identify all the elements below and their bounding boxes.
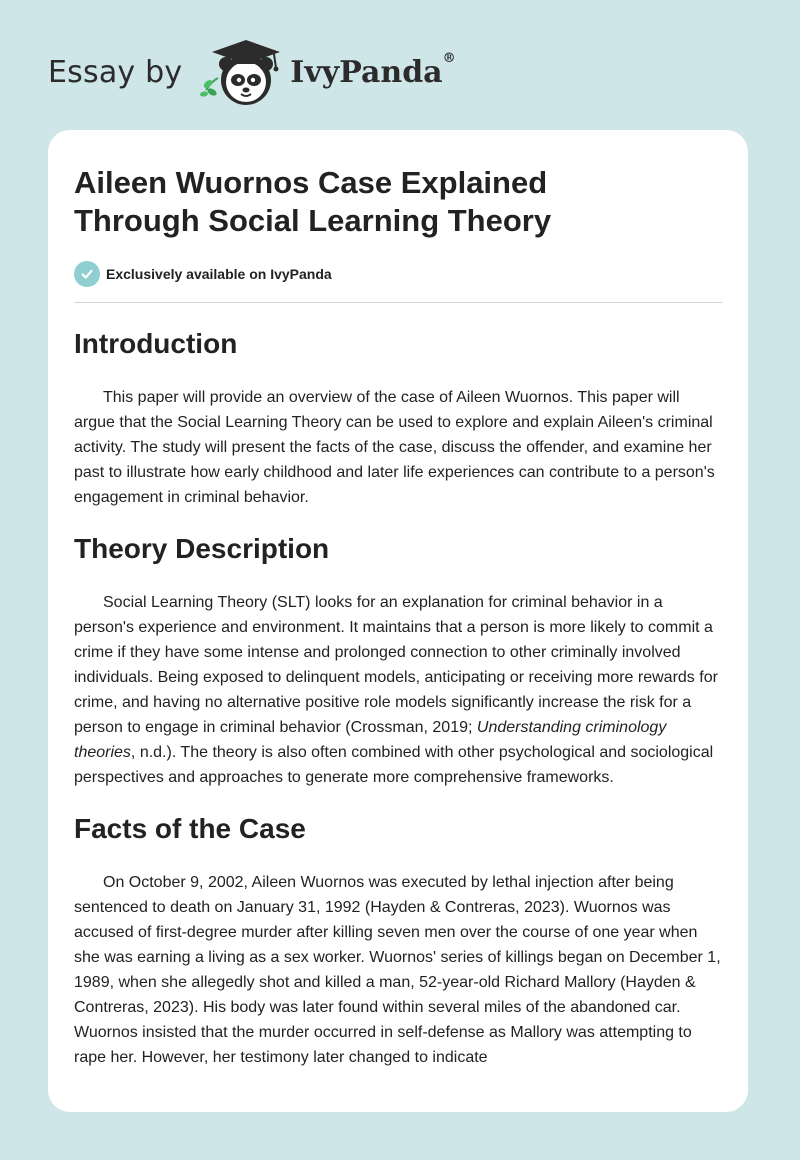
divider	[74, 302, 722, 303]
theory-text-italic: Understanding criminology theories	[74, 719, 667, 761]
section-paragraph-theory	[74, 590, 722, 790]
check-icon	[74, 261, 100, 287]
brand-prefix: Essay by	[48, 54, 183, 90]
essay-card	[48, 130, 748, 1112]
theory-text-after: , n.d.). The theory is also often combined with other psychological and sociological perspectives and approaches to generate more comprehensive frameworks.	[74, 744, 714, 786]
panda-logo-icon	[196, 34, 288, 110]
brand-header[interactable]	[48, 34, 456, 110]
badge-label: Exclusively available on IvyPanda	[106, 266, 332, 282]
page-title: Aileen Wuornos Case Explained Through Social Learning Theory	[74, 165, 552, 238]
section-heading-introduction: Introduction	[74, 328, 238, 359]
section-heading-facts: Facts of the Case	[74, 813, 306, 844]
section-paragraph-facts: On October 9, 2002, Aileen Wuornos was executed by lethal injection after being sentenced to death on January 31, 1992 (Hayden & Contreras, 2023). Wuornos was accused of first-degree murder after killing seven men over the course of one year when she was earning a living as a sex worker. Wuornos' series of killings began on December 1, 1989, when she allegedly shot and killed a man, 52-year-old Richard Mallory (Hayden & Contreras, 2023). His body was later found within several miles of the abandoned car. Wuornos insisted that the murder occurred in self-defense as Mallory was attempting to rape her. However, her testimony later changed to indicate	[74, 874, 721, 1066]
brand-name: IvyPanda®	[290, 50, 456, 90]
registered-mark: ®	[442, 50, 456, 66]
theory-text-before: Social Learning Theory (SLT) looks for an explanation for criminal behavior in a person's experience and environment. It maintains that a person is more likely to commit a crime if they have some intense and prolonged connection to other criminally involved individuals. Being exposed to delinquent models, anticipating or receiving more rewards for crime, and having no alternative positive role models significantly increase the risk for a person to engage in criminal behavior (Crossman, 2019;	[74, 594, 718, 736]
section-paragraph-introduction: This paper will provide an overview of the case of Aileen Wuornos. This paper will argue that the Social Learning Theory can be used to explore and explain Aileen's criminal activity. The study will present the facts of the case, discuss the offender, and examine her past to illustrate how early childhood and later life experiences can contribute to a person's engagement in criminal behavior.	[74, 389, 715, 506]
exclusive-badge	[74, 260, 722, 288]
section-heading-theory: Theory Description	[74, 533, 330, 564]
